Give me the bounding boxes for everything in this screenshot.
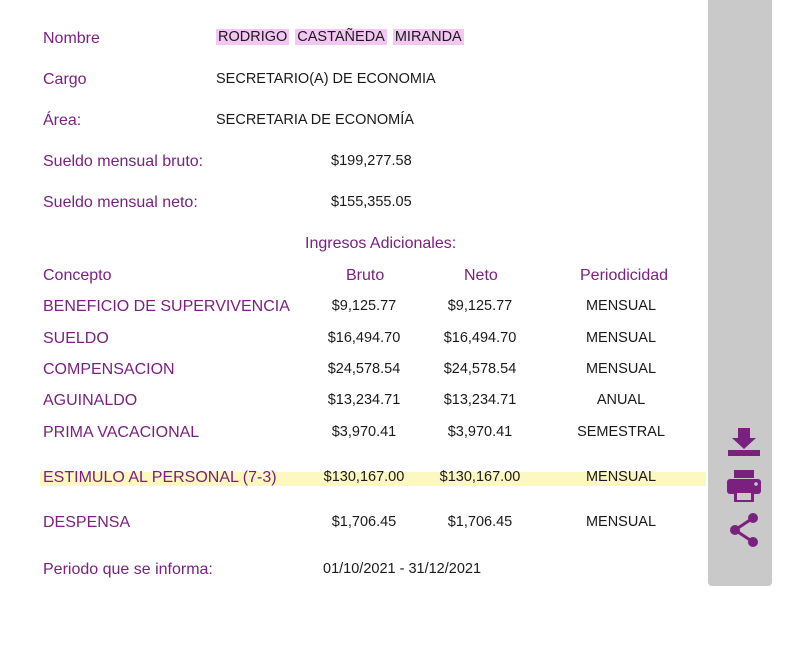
row-concept: SUELDO bbox=[43, 330, 109, 347]
first-name: RODRIGO bbox=[218, 29, 288, 45]
row-periodicity: ANUAL bbox=[596, 392, 646, 408]
action-sidebar bbox=[708, 0, 772, 586]
row-concept: AGUINALDO bbox=[43, 392, 138, 409]
row-concept: DESPENSA bbox=[43, 514, 131, 531]
area-label: Área: bbox=[43, 112, 82, 129]
row-periodicity: MENSUAL bbox=[585, 469, 657, 485]
gross-salary-value: $199,277.58 bbox=[331, 153, 412, 169]
period-value: 01/10/2021 - 31/12/2021 bbox=[323, 561, 482, 577]
row-concept: ESTIMULO AL PERSONAL (7-3) bbox=[43, 469, 277, 486]
row-gross: $3,970.41 bbox=[331, 424, 397, 440]
row-gross: $16,494.70 bbox=[327, 330, 401, 346]
row-net: $130,167.00 bbox=[439, 469, 521, 485]
row-gross: $24,578.54 bbox=[327, 361, 401, 377]
employee-name bbox=[216, 29, 464, 45]
paternal-surname: CASTAÑEDA bbox=[297, 29, 385, 45]
row-periodicity: MENSUAL bbox=[585, 514, 657, 530]
row-periodicity: MENSUAL bbox=[585, 361, 657, 377]
gross-salary-label: Sueldo mensual bruto: bbox=[43, 153, 204, 170]
period-label: Periodo que se informa: bbox=[43, 561, 213, 578]
row-gross: $130,167.00 bbox=[323, 469, 405, 485]
print-icon[interactable] bbox=[724, 468, 764, 504]
net-salary-label: Sueldo mensual neto: bbox=[43, 194, 198, 211]
position-label: Cargo bbox=[43, 71, 87, 88]
row-gross: $9,125.77 bbox=[331, 298, 397, 314]
row-concept: BENEFICIO DE SUPERVIVENCIA bbox=[43, 298, 290, 315]
header-periodicity: Periodicidad bbox=[580, 267, 669, 284]
name-label: Nombre bbox=[43, 30, 100, 47]
row-concept: PRIMA VACACIONAL bbox=[43, 424, 200, 441]
row-concept: COMPENSACION bbox=[43, 361, 175, 378]
share-icon[interactable] bbox=[724, 512, 764, 548]
position-value: SECRETARIO(A) DE ECONOMIA bbox=[216, 71, 436, 87]
net-salary-value: $155,355.05 bbox=[331, 194, 412, 210]
row-periodicity: SEMESTRAL bbox=[577, 424, 665, 440]
header-concept: Concepto bbox=[43, 267, 112, 284]
row-net: $3,970.41 bbox=[447, 424, 513, 440]
maternal-surname: MIRANDA bbox=[394, 29, 462, 45]
row-net: $9,125.77 bbox=[447, 298, 513, 314]
download-icon[interactable] bbox=[724, 424, 764, 460]
row-periodicity: MENSUAL bbox=[585, 330, 657, 346]
header-gross: Bruto bbox=[346, 267, 385, 284]
row-net: $13,234.71 bbox=[443, 392, 517, 408]
row-net: $24,578.54 bbox=[443, 361, 517, 377]
row-net: $1,706.45 bbox=[447, 514, 513, 530]
header-net: Neto bbox=[464, 267, 498, 284]
row-net: $16,494.70 bbox=[443, 330, 517, 346]
area-value: SECRETARIA DE ECONOMÍA bbox=[216, 112, 414, 128]
row-gross: $1,706.45 bbox=[331, 514, 397, 530]
row-periodicity: MENSUAL bbox=[585, 298, 657, 314]
additional-income-title: Ingresos Adicionales: bbox=[305, 235, 457, 252]
row-gross: $13,234.71 bbox=[327, 392, 401, 408]
